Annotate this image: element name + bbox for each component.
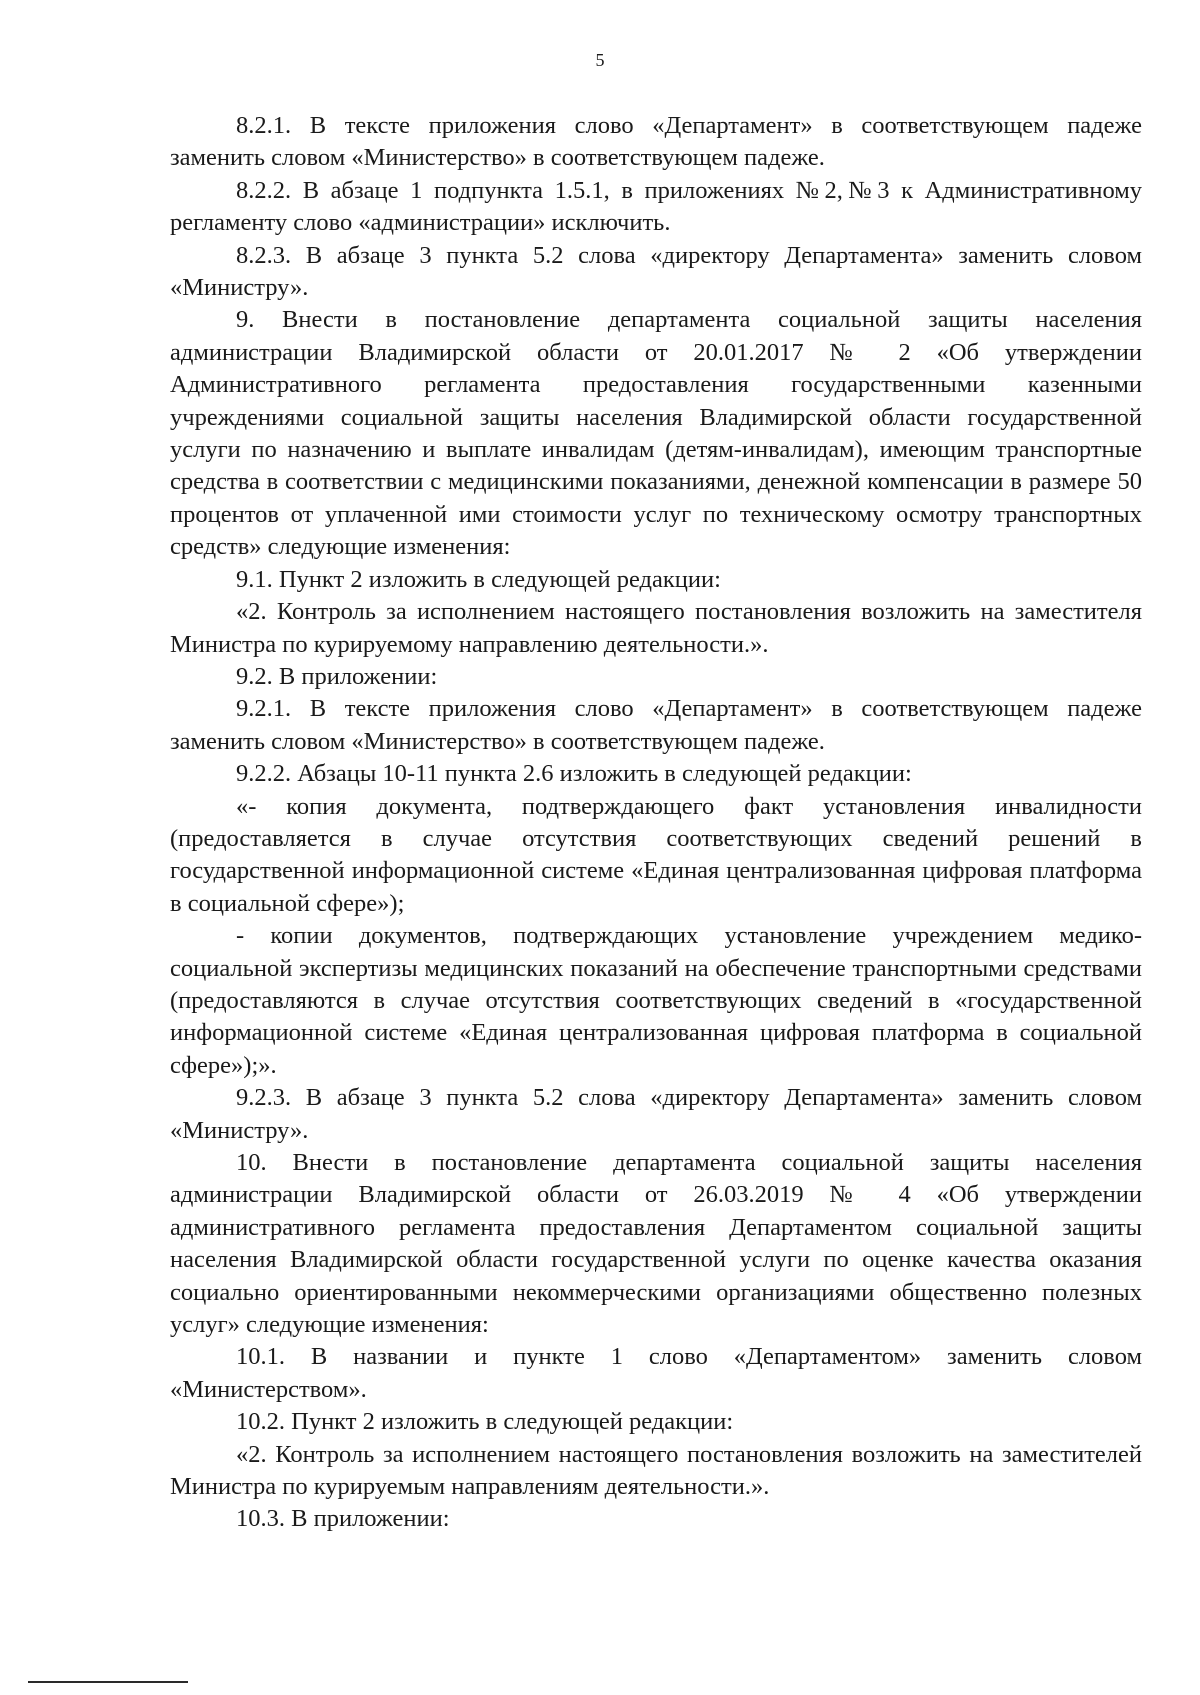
- paragraph-10: 10. Внести в постановление департамента социальной защиты населения администрации Владимирской области от 26.03.2019 № 4 «Об утверждении административного регламента предоставления Департаментом социальной защиты населения Владимирской области государственной услуги по оценке качества оказания социально ориентированными некоммерческими организациями общественно полезных услуг» следующие изменения:: [170, 1149, 1142, 1339]
- paragraph-9-2-3: 9.2.3. В абзаце 3 пункта 5.2 слова «директору Департамента» заменить словом «Министру».: [170, 1084, 1142, 1144]
- paragraph-10-1: 10.1. В названии и пункте 1 слово «Департаментом» заменить словом «Министерством».: [170, 1343, 1142, 1403]
- paragraph-10-3: 10.3. В приложении:: [236, 1505, 450, 1533]
- paragraph-9-2-1: 9.2.1. В тексте приложения слово «Департамент» в соответствующем падеже заменить словом «Министерство» в соответствующем падеже.: [170, 695, 1142, 755]
- paragraph-9: 9. Внести в постановление департамента социальной защиты населения администрации Владимирской области от 20.01.2017 № 2 «Об утверждении Административного регламента предоставления государственными казенными учреждениями социальной защиты населения Владимирской области государственной услуги по назначению и выплате инвалидам (детям-инвалидам), имеющим транспортные средства в соответствии с медицинскими показаниями, денежной компенсации в размере 50 процентов от уплаченной ими стоимости услуг по техническому осмотру транспортных средств» следующие изменения:: [170, 306, 1142, 561]
- paragraph-9-2-2-item-1: «- копия документа, подтверждающего факт установления инвалидности (предоставляется в случае отсутствия соответствующих сведений решений в государственной информационной системе «Единая централизованная цифровая платформа в социальной сфере»);: [170, 792, 1142, 917]
- paragraph-10-2: 10.2. Пункт 2 изложить в следующей редакции:: [236, 1408, 734, 1436]
- paragraph-9-2-2-item-2: - копии документов, подтверждающих установление учреждением медико-социальной экспертизы медицинских показаний на обеспечение транспортными средствами (предоставляются в случае отсутствия соответствующих сведений в «государственной информационной системе «Единая централизованная цифровая платформа в социальной сфере»);».: [170, 922, 1142, 1079]
- paragraph-8-2-3: 8.2.3. В абзаце 3 пункта 5.2 слова «директору Департамента» заменить словом «Министру».: [170, 241, 1142, 302]
- paragraph-8-2-2: 8.2.2. В абзаце 1 подпункта 1.5.1, в приложениях №2,№3 к Административному регламенту слово «администрации» исключить.: [170, 176, 1142, 237]
- document-body: [170, 110, 1142, 1536]
- footnote-divider: [28, 1681, 188, 1683]
- paragraph-9-2-2: 9.2.2. Абзацы 10-11 пункта 2.6 изложить в следующей редакции:: [236, 760, 912, 788]
- paragraph-9-1: 9.1. Пункт 2 изложить в следующей редакции:: [236, 565, 721, 593]
- paragraph-9-2: 9.2. В приложении:: [236, 662, 438, 690]
- paragraph-9-1-text: «2. Контроль за исполнением настоящего постановления возложить на заместителя Министра по курируемому направлению деятельности.».: [170, 598, 1142, 658]
- paragraph-8-2-1: 8.2.1. В тексте приложения слово «Департамент» в соответствующем падеже заменить словом «Министерство» в соответствующем падеже.: [170, 112, 1142, 172]
- page-number: 5: [595, 50, 605, 70]
- paragraph-10-2-text: «2. Контроль за исполнением настоящего постановления возложить на заместителей Министра по курируемым направлениям деятельности.».: [170, 1440, 1142, 1501]
